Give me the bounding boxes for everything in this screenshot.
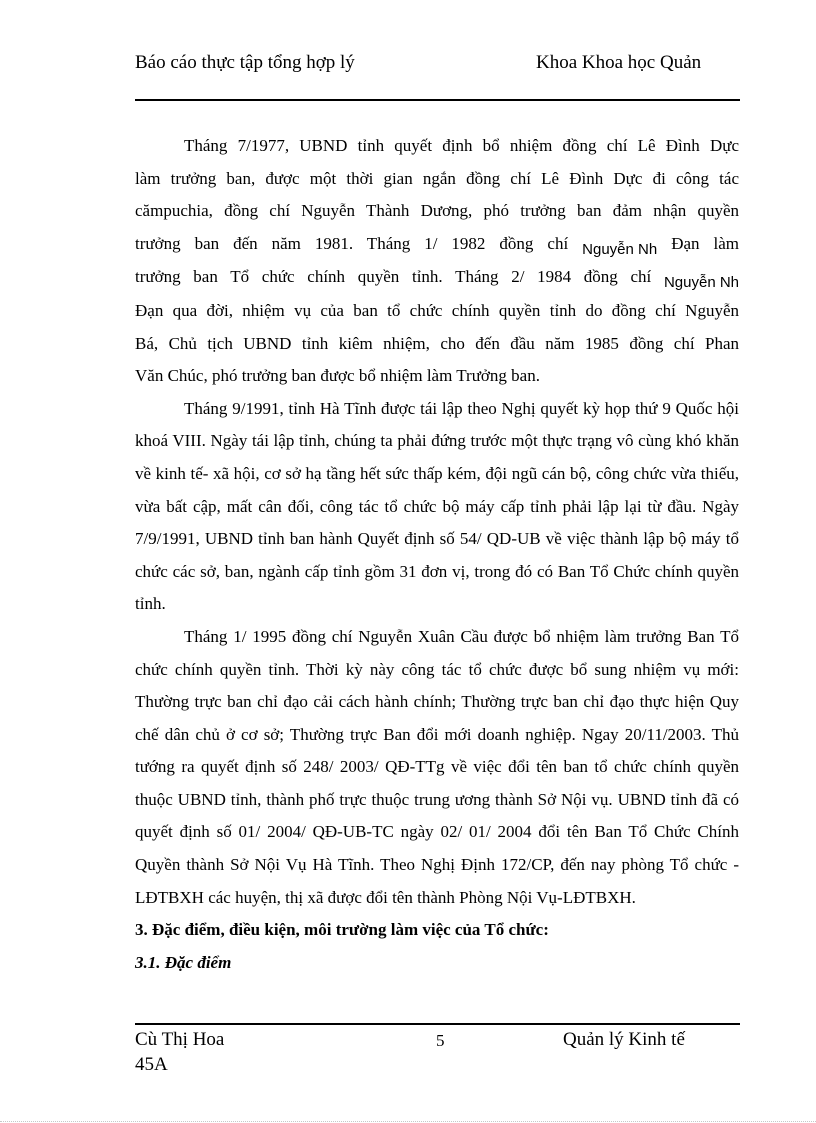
page-number: 5 bbox=[436, 1031, 445, 1050]
paragraph-1-line bbox=[135, 228, 739, 262]
inserted-name-fragment: Nguyễn Nh bbox=[663, 274, 740, 292]
header-right-title: Khoa Khoa học Quản bbox=[536, 52, 702, 73]
footer-department: Quản lý Kinh tế bbox=[563, 1029, 685, 1050]
line-text: trưởng ban Tổ chức chính quyền tỉnh. Tháng 2/ 1984 đồng chí bbox=[135, 267, 652, 287]
paragraph-1-line: làm trưởng ban, được một thời gian ngắn đồng chí Lê Đình Dực đi công tác bbox=[135, 168, 739, 188]
paragraph-3: Tháng 1/ 1995 đồng chí Nguyễn Xuân Cầu được bổ nhiệm làm trưởng Ban Tổ chức chính quyền tỉnh. Thời kỳ này công tác tổ chức được bổ sung nhiệm vụ mới: Thường trực ban chỉ đạo cải cách hành chính; Thường trực ban chỉ đạo thực hiện Quy chế dân chủ ở cơ sở; Thường trực Ban đổi mới doanh nghiệp. Ngay 20/11/2003. Thủ tướng ra quyết định số 248/ 2003/ QĐ-TTg về việc đổi tên ban tổ chức chính quyền thuộc UBND tỉnh, thành phố trực thuộc trung ương thành Sở Nội vụ. UBND tỉnh đã có quyết định số 01/ 2004/ QĐ-UB-TC ngày 02/ 01/ 2004 đổi tên Ban Tổ Chức Chính Quyền thành Sở Nội Vụ Hà Tĩnh. Theo Nghị Định 172/CP, đến nay phòng Tổ chức - LĐTBXH các huyện, thị xã được đổi tên thành Phòng Nội Vụ-LĐTBXH. bbox=[135, 626, 739, 907]
header-rule bbox=[135, 99, 740, 101]
paragraph-1-line: Văn Chúc, phó trưởng ban được bổ nhiệm làm Trưởng ban. bbox=[135, 366, 540, 386]
paragraph-1-line bbox=[135, 261, 739, 295]
paragraph-1-line: Bá, Chủ tịch UBND tỉnh kiêm nhiệm, cho đến đầu năm 1985 đồng chí Phan bbox=[135, 333, 739, 353]
subsection-heading: 3.1. Đặc điểm bbox=[135, 952, 232, 972]
paragraph-2: Tháng 9/1991, tỉnh Hà Tĩnh được tái lập theo Nghị quyết kỳ họp thứ 9 Quốc hội khoá VIII. Ngày tái lập tỉnh, chúng ta phải đứng trước một thực trạng vô cùng khó khăn về kinh tế- xã hội, cơ sở hạ tầng hết sức thấp kém, đội ngũ cán bộ, công chức vừa thiếu, vừa bất cập, mất cân đối, công tác tổ chức bộ máy cấp tỉnh phải lập lại từ đầu. Ngày 7/9/1991, UBND tỉnh ban hành Quyết định số 54/ QD-UB về việc thành lập bộ máy tổ chức các sở, ban, ngành cấp tỉnh gồm 31 đơn vị, trong đó có Ban Tổ Chức chính quyền tỉnh. bbox=[135, 398, 739, 614]
paragraph-1-line: Tháng 7/1977, UBND tỉnh quyết định bổ nhiệm đồng chí Lê Đình Dực bbox=[184, 136, 739, 155]
section-heading: 3. Đặc điểm, điều kiện, môi trường làm việc của Tổ chức: bbox=[135, 920, 549, 940]
page-edge-divider bbox=[0, 1121, 816, 1122]
footer-rule bbox=[135, 1023, 740, 1025]
paragraph-1-line: Đạn qua đời, nhiệm vụ của ban tổ chức chính quyền tỉnh do đồng chí Nguyễn bbox=[135, 300, 739, 320]
footer-author: Cù Thị Hoa 45A bbox=[135, 1029, 225, 1075]
line-text: Đạn làm bbox=[671, 233, 739, 253]
page-content bbox=[135, 130, 739, 979]
line-text: trưởng ban đến năm 1981. Tháng 1/ 1982 đồng chí bbox=[135, 233, 569, 253]
paragraph-1 bbox=[135, 130, 739, 393]
paragraph-1-line: cămpuchia, đồng chí Nguyễn Thành Dương, phó trưởng ban đảm nhận quyền bbox=[135, 201, 739, 221]
header-left-title: Báo cáo thực tập tổng hợp lý bbox=[135, 52, 355, 73]
inserted-name-fragment: Nguyễn Nh bbox=[582, 240, 658, 258]
